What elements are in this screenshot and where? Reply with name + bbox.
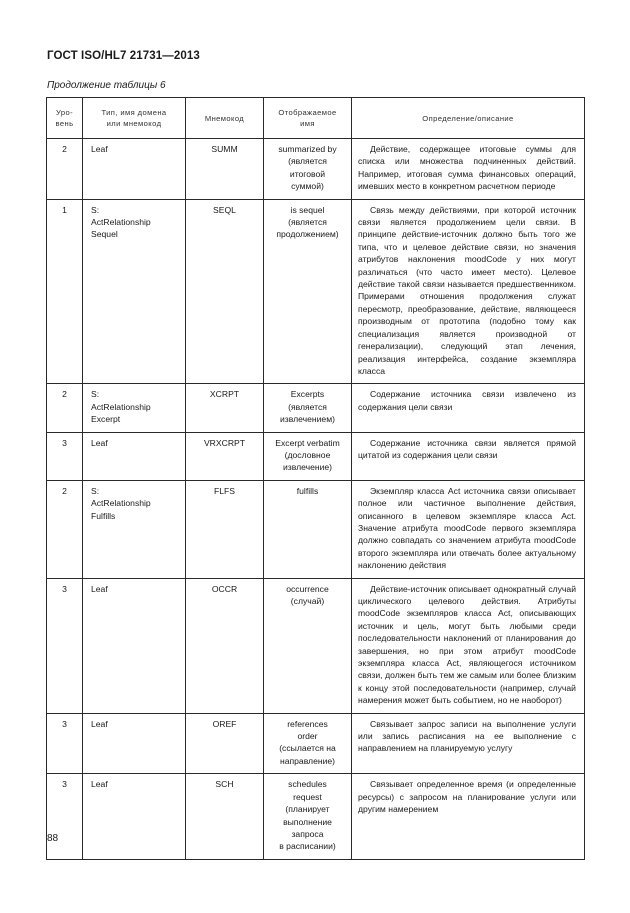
- column-header-display-name: Отображаемое имя: [264, 98, 352, 139]
- cell-mnemonic: SEQL: [186, 199, 264, 384]
- table-row: [47, 199, 585, 384]
- cell-display-name: fulfills: [264, 480, 352, 578]
- cell-type: Leaf: [83, 578, 186, 713]
- cell-definition: Связь между действиями, при которой источник связи является продолжением цели связи. В принципе действие-источник должно быть того же типа, что и целевое действие связи, но значения атрибутов наклонения moodCode у них могут различаться (что часто имеет место). Целевое действие такой связи называется предшественником. Примерами отношения продолжения служат пересмотр, преобразование, действие, являющееся производным от прототипа (подобно тому как специализация является производной от генерализации), следующий этап лечения, реализация интерфейса, создание экземпляра класса: [352, 199, 585, 384]
- cell-type: Leaf: [83, 774, 186, 859]
- cell-level: 3: [47, 774, 83, 859]
- cell-level: 3: [47, 432, 83, 480]
- column-header-level: Уро- вень: [47, 98, 83, 139]
- cell-display-name: references order (ссылается на направление): [264, 713, 352, 774]
- cell-definition: Связывает определенное время (и определенные ресурсы) с запросом на планирование услуги или другим намерением: [352, 774, 585, 859]
- cell-type: S: ActRelationship Excerpt: [83, 384, 186, 432]
- cell-level: 2: [47, 139, 83, 200]
- cell-level: 3: [47, 578, 83, 713]
- cell-definition: Действие-источник описывает однократный случай циклического целевого действия. Атрибуты moodCode экземпляров класса Act, описывающих источник и цель, могут быть любыми среди последовательности наклонений от планирования до завершения, но при этом атрибут moodCode экземпляра класса Act, являющегося источником связи, должен быть тем же самым или более близким к концу этой последовательности (например, случай намерения может быть событием, но не наоборот): [352, 578, 585, 713]
- table-row: [47, 578, 585, 713]
- cell-display-name: schedules request (планирует выполнение запроса в расписании): [264, 774, 352, 859]
- cell-level: 2: [47, 480, 83, 578]
- cell-mnemonic: XCRPT: [186, 384, 264, 432]
- cell-mnemonic: SCH: [186, 774, 264, 859]
- cell-display-name: Excerpts (является извлечением): [264, 384, 352, 432]
- cell-level: 3: [47, 713, 83, 774]
- column-header-type: Тип, имя домена или мнемокод: [83, 98, 186, 139]
- cell-definition: Содержание источника связи является прямой цитатой из содержания цели связи: [352, 432, 585, 480]
- cell-type: Leaf: [83, 139, 186, 200]
- cell-definition: Экземпляр класса Act источника связи описывает полное или частичное выполнение действия, описанного в целевом экземпляре класса Act. Значение атрибута moodCode первого экземпляра должно совпадать со значением атрибута moodCode второго экземпляра или отвечать более актуальному наклонению действия: [352, 480, 585, 578]
- cell-mnemonic: FLFS: [186, 480, 264, 578]
- document-header: ГОСТ ISO/HL7 21731—2013: [47, 50, 200, 62]
- cell-type: S: ActRelationship Fulfills: [83, 480, 186, 578]
- column-header-mnemonic: Мнемокод: [186, 98, 264, 139]
- cell-type: Leaf: [83, 432, 186, 480]
- cell-definition: Действие, содержащее итоговые суммы для списка или множества подчиненных действий. Например, итоговая сумма финансовых операций, имевших место в конкретном расчетном периоде: [352, 139, 585, 200]
- page-number: 88: [47, 833, 59, 844]
- table-row: [47, 384, 585, 432]
- cell-display-name: occurrence (случай): [264, 578, 352, 713]
- table-row: [47, 713, 585, 774]
- cell-level: 1: [47, 199, 83, 384]
- cell-type: S: ActRelationship Sequel: [83, 199, 186, 384]
- cell-mnemonic: OREF: [186, 713, 264, 774]
- cell-mnemonic: OCCR: [186, 578, 264, 713]
- table-header-row: [47, 98, 585, 139]
- cell-display-name: is sequel (является продолжением): [264, 199, 352, 384]
- cell-type: Leaf: [83, 713, 186, 774]
- table-row: [47, 774, 585, 859]
- cell-mnemonic: VRXCRPT: [186, 432, 264, 480]
- relationship-table: [46, 97, 585, 860]
- column-header-definition: Определение/описание: [352, 98, 585, 139]
- cell-display-name: summarized by (является итоговой суммой): [264, 139, 352, 200]
- table-row: [47, 432, 585, 480]
- table-caption: Продолжение таблицы 6: [47, 80, 166, 91]
- cell-display-name: Excerpt verbatim (дословное извлечение): [264, 432, 352, 480]
- cell-level: 2: [47, 384, 83, 432]
- cell-definition: Связывает запрос записи на выполнение услуги или запись расписания на ее выполнение с направлением на планируемую услугу: [352, 713, 585, 774]
- table-row: [47, 139, 585, 200]
- cell-mnemonic: SUMM: [186, 139, 264, 200]
- table-row: [47, 480, 585, 578]
- cell-definition: Содержание источника связи извлечено из содержания цели связи: [352, 384, 585, 432]
